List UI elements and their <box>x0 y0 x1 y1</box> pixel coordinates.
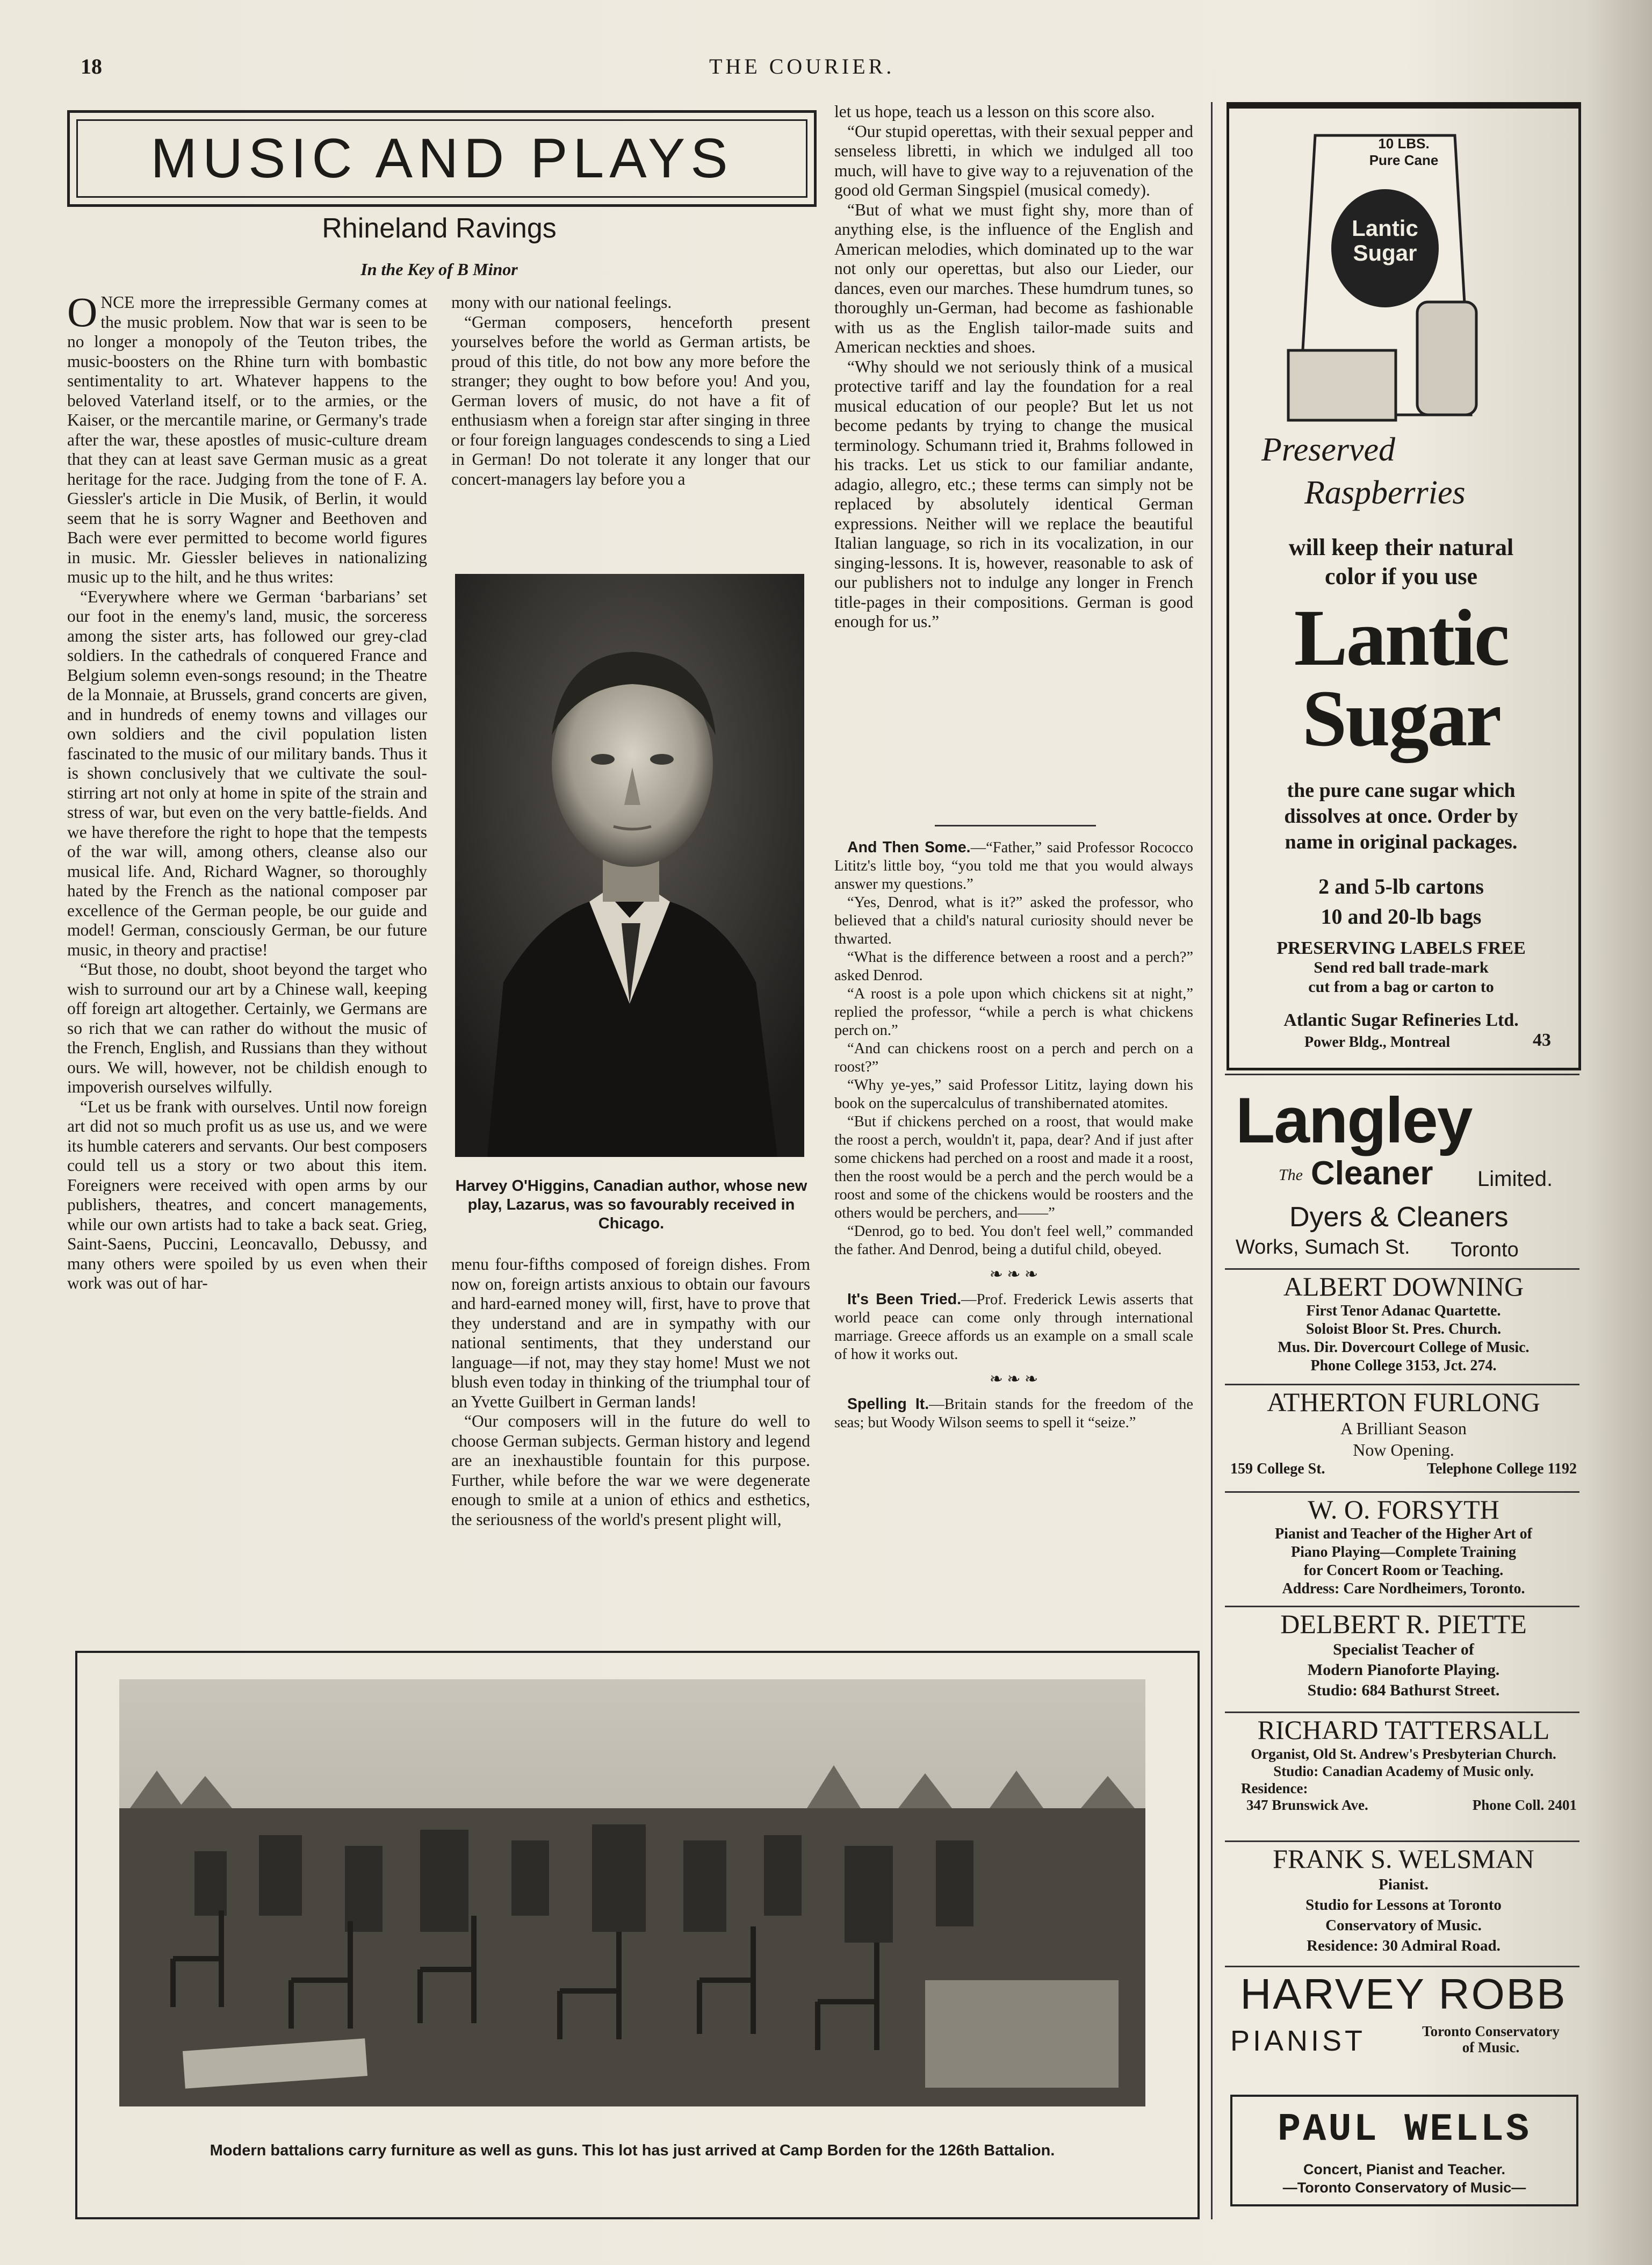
article-paragraph: “Our composers will in the future do well to choose German subjects. German history and legend are an inexhaustible fountain for this purpose. Further, while before the war we were degenerate enough to smile at a union of ethics and esthetics, the seriousness of the world's present plight will, <box>451 1412 810 1529</box>
card-wo-forsyth <box>1225 1494 1582 1598</box>
ad-labels: cut from a bag or carton to <box>1308 978 1494 996</box>
card-line: Piano Playing—Complete Training <box>1291 1544 1516 1561</box>
bag-brand: Sugar <box>1353 240 1417 265</box>
column-separator <box>935 825 1096 826</box>
article-paragraph: “Why should we not seriously think of a musical protective tariff and lay the foundation for a real musical education of our people? But let us not become pedants by trying to change the musical terminology. Schumann tried it, Brahms followed in his tracks. Let us stick to our familiar andante, adagio, allegro, etc.; these terms can simply not be replaced by absolutely identical German expressions. Neither will we replace the beautiful Italian language, so rich in its vocalization, in our singing-lessons. It is, however, reasonable to ask of our publishers not to indulge any longer in French title-pages in their compositions. German is good enough for us.” <box>834 357 1193 631</box>
card-divider <box>1225 1606 1579 1607</box>
article-paragraph: “Our stupid operettas, with their sexual pepper and senseless libretti, in which we indulged all too much, will have to give way to a rejuvenation of the good old German Singspiel (musical comedy). <box>834 121 1193 199</box>
filler-text: “Denrod, go to bed. You don't feel well,” commanded the father. And Denrod, being a dutiful child, obeyed. <box>834 1223 1193 1258</box>
ad-divider <box>1225 1074 1579 1075</box>
card-line: Phone College 3153, Jct. 274. <box>1310 1357 1497 1374</box>
card-name: RICHARD TATTERSALL <box>1257 1715 1550 1745</box>
card-line: A Brilliant Season <box>1340 1419 1467 1438</box>
ad-line: color if you use <box>1325 563 1477 589</box>
ad-body: dissolves at once. Order by <box>1284 805 1518 828</box>
brand-name: Sugar <box>1302 674 1500 763</box>
filler-text: “And can chickens roost on a perch and perch on a roost?” <box>834 1040 1193 1075</box>
card-line: Studio: Canadian Academy of Music only. <box>1273 1763 1534 1779</box>
portrait-illustration <box>455 574 804 1157</box>
ad-sizes: 10 and 20-lb bags <box>1321 904 1482 929</box>
card-name: PAUL WELLS <box>1277 2108 1532 2152</box>
card-divider <box>1225 1840 1579 1842</box>
card-line: for Concert Room or Teaching. <box>1303 1562 1504 1579</box>
ad-sizes: 2 and 5-lb cartons <box>1318 874 1484 898</box>
card-line: Address: Care Nordheimers, Toronto. <box>1282 1580 1525 1597</box>
card-line: Conservatory of Music. <box>1325 1917 1482 1934</box>
ad-company: Atlantic Sugar Refineries Ltd. <box>1283 1010 1519 1030</box>
filler-heading: Spelling It. <box>847 1396 929 1413</box>
filler-text: —“Father,” said Professor Rococco Lititz's little boy, “you told me that you would always answer my questions.” <box>834 839 1193 893</box>
card-delbert-piette <box>1225 1608 1582 1701</box>
card-title: PIANIST <box>1230 2025 1366 2057</box>
bag-brand: Lantic <box>1352 215 1418 241</box>
card-divider <box>1225 1268 1579 1270</box>
publication-title: THE COURIER. <box>709 54 895 78</box>
card-name: ATHERTON FURLONG <box>1267 1387 1540 1417</box>
filler-heading: And Then Some. <box>847 839 971 856</box>
ad-labels: Send red ball trade-mark <box>1314 959 1489 976</box>
ad-labels: PRESERVING LABELS FREE <box>1276 938 1526 958</box>
article-paragraph: “German composers, henceforth present yourselves before the world as German artists, be proud of this title, do not bow any more before the stranger; they ought to bow before you! And you, German lovers of music, do not have a fit of enthusiasm when a foreign star after singing in three or four foreign languages condescends to sing a Lied in German! Do not tolerate it any longer that our concert-managers lay before you a <box>451 312 810 488</box>
card-address: 347 Brunswick Ave. <box>1246 1797 1368 1813</box>
article-column-3 <box>834 102 1193 806</box>
card-divider <box>1225 1384 1579 1385</box>
card-line: Mus. Dir. Dovercourt College of Music. <box>1278 1339 1530 1356</box>
portrait-photo <box>455 574 804 1157</box>
ornament: ❧ ❧ ❧ <box>989 1370 1038 1388</box>
card-address: 159 College St. <box>1230 1461 1325 1477</box>
lantic-sugar-ad <box>1227 102 1581 1070</box>
langley-cleaner: Cleaner <box>1311 1155 1433 1192</box>
article-paragraph: mony with our national feelings. <box>451 293 672 312</box>
article-title: Rhineland Ravings <box>322 213 557 244</box>
ad-address: Power Bldg., Montreal <box>1304 1034 1451 1051</box>
page-number: 18 <box>81 54 102 78</box>
card-name: ALBERT DOWNING <box>1283 1271 1524 1302</box>
section-title-box <box>67 110 817 207</box>
article-paragraph: “Everywhere where we German ‘barbarians’ set our foot in the enemy's land, music, the sorceress among the sister arts, has followed our grey-clad soldiers. In the cathedrals of conquered France and Belgium solemn even-songs resound; in the Theatre de la Monnaie, at Brussels, grand concerts are given, and in hundreds of enemy towns and villages our own soldiers and the civil population listen fascinated to the music of our military bands. Thus it is shown conclusively that we cultivate the soul-stirring art not only at home in spite of the strain and stress of war, but even on the very battle-fields. And we have therefore the right to hope that the tempests of the war will, among others, cleanse also our musical life. And, Richard Wagner, so thoroughly hated by the French as the national composer par excellence of the German people, be our guide and model! German, consciously German, be our future music, in theory and practise! <box>67 587 427 959</box>
fillers-column <box>834 838 1193 1639</box>
langley-city: Toronto <box>1451 1239 1519 1261</box>
card-line: Specialist Teacher of <box>1333 1641 1474 1658</box>
filler-text: —Prof. Frederick Lewis asserts that world peace can come only through international marriage. Greece affords us an example on a small scale of how it works out. <box>834 1291 1193 1363</box>
card-name: W. O. FORSYTH <box>1308 1494 1499 1525</box>
ornament: ❧ ❧ ❧ <box>989 1265 1038 1283</box>
card-line: Residence: 30 Admiral Road. <box>1307 1937 1500 1954</box>
langley-works: Works, Sumach St. <box>1236 1236 1410 1259</box>
furniture-photo-illustration <box>119 1679 1145 2106</box>
ad-number: 43 <box>1533 1030 1551 1050</box>
card-atherton-furlong <box>1225 1386 1582 1478</box>
langley-limited: Limited. <box>1477 1167 1553 1191</box>
card-frank-welsman <box>1225 1843 1582 1956</box>
section-title: MUSIC AND PLAYS <box>76 119 807 198</box>
card-line: Pianist. <box>1379 1876 1429 1893</box>
card-name: FRANK S. WELSMAN <box>1273 1844 1534 1874</box>
card-line: Residence: <box>1241 1780 1308 1796</box>
ad-body: name in original packages. <box>1285 831 1518 853</box>
card-line: Soloist Bloor St. Pres. Church. <box>1305 1321 1502 1338</box>
card-line: First Tenor Adanac Quartette. <box>1306 1303 1501 1319</box>
filler-text: “Yes, Denrod, what is it?” asked the professor, who believed that a child's natural curiosity should never be thwarted. <box>834 894 1193 947</box>
article-paragraph: “But of what we must fight shy, more than of anything else, is the influence of the English and American melodies, which dominated up to the war not only our operettas, but also our Lieder, our dances, even our marches. These humdrum tunes, so thoroughly un-German, had become as fashionable with us as the English tailor-made suits and American neckties and shoes. <box>834 200 1193 356</box>
article-column-2-bottom <box>451 1255 810 1631</box>
langley-dyers: Dyers & Cleaners <box>1289 1202 1509 1233</box>
card-line: Modern Pianoforte Playing. <box>1307 1661 1500 1679</box>
article-paragraph: let us hope, teach us a lesson on this score also. <box>834 102 1155 121</box>
filler-text: “What is the difference between a roost and a perch?” asked Denrod. <box>834 949 1193 984</box>
card-albert-downing <box>1225 1271 1582 1375</box>
article-paragraph: “But those, no doubt, shoot beyond the target who wish to surround our art by a Chinese wall, keeping off foreign art altogether. Certainly, we Germans are so rich that we can rather do without the music of the French, English, and Russians than they without ours. We will, however, not be childish enough to impoverish ourselves wilfully. <box>67 960 427 1096</box>
article-column-2-top <box>451 293 810 551</box>
card-line: Concert, Pianist and Teacher. <box>1303 2161 1506 2177</box>
camp-borden-photo <box>119 1679 1145 2106</box>
langley-name: Langley <box>1236 1084 1472 1156</box>
card-name: DELBERT R. PIETTE <box>1280 1609 1527 1639</box>
ad-line: will keep their natural <box>1288 534 1514 560</box>
card-place: Toronto Conservatory <box>1422 2023 1560 2039</box>
article-paragraph: NCE more the irrepressible Germany comes at the music problem. Now that war is seen to be no longer a monopoly of the Teuton tribes, the music-boosters on the Rhine turn with bombastic sentimentality to art. Whatever happens to the beloved Vaterland itself, or to the armies, or the Kaiser, or the mercantile marine, or Germany's trade after the war, these apostles of music-culture dream that they can at least save German music as a great heritage for the race. Judging from the tone of F. A. Giessler's article in Die Musik, of Berlin, it would seem that he is sorry Wagner and Beethoven and Bach were ever permitted to become world figures in music. Mr. Giessler believes in nationalizing music up to the hilt, and he thus writes: <box>67 293 427 586</box>
langley-the: The <box>1279 1166 1303 1184</box>
filler-text: —Britain stands for the freedom of the seas; but Woody Wilson seems to spell it “seize.” <box>834 1396 1193 1431</box>
card-harvey-robb <box>1225 1969 1582 2057</box>
card-phone: Telephone College 1192 <box>1427 1461 1577 1477</box>
article-paragraph: “Let us be frank with ourselves. Until now foreign art did not so much profit us as use us, and we were its humble caterers and servants. Our best composers could tell us a story or two about this item. Foreigners were received with open arms by our publishers, theatres, and concert managements, while our own artists had to take a back seat. Grieg, Saint-Saens, Puccini, Leoncavallo, Debussy, and many others were spoiled by us even when their work was out of har- <box>67 1097 427 1292</box>
card-paul-wells <box>1230 2095 1578 2206</box>
filler-text: “A roost is a pole upon which chickens sit at night,” replied the professor, “while a perch is what chickens perch on.” <box>834 986 1193 1039</box>
langley-cleaner-ad <box>1225 1085 1582 1263</box>
card-line: Studio: 684 Bathurst Street. <box>1307 1681 1500 1699</box>
filler-text: “Why ye-yes,” said Professor Lititz, laying down his book on the supercalculus of transhibernated atomites. <box>834 1077 1193 1112</box>
bag-weight: 10 LBS. <box>1378 135 1430 152</box>
card-line: —Toronto Conservatory of Music— <box>1282 2180 1526 2196</box>
card-line: Organist, Old St. Andrew's Presbyterian Church. <box>1251 1746 1556 1762</box>
column-rule <box>1211 102 1213 2219</box>
card-phone: Phone Coll. 2401 <box>1472 1797 1577 1813</box>
ad-body: the pure cane sugar which <box>1287 779 1516 802</box>
ad-headline: Preserved <box>1261 432 1396 468</box>
card-line: Now Opening. <box>1353 1440 1454 1459</box>
sugar-bag-illustration <box>1283 125 1487 426</box>
bag-type: Pure Cane <box>1369 152 1439 168</box>
portrait-caption: Harvey O'Higgins, Canadian author, whose new play, Lazarus, was so favourably received in Chicago. <box>455 1177 807 1232</box>
ad-headline: Raspberries <box>1304 474 1466 511</box>
card-divider <box>1225 1491 1579 1493</box>
card-divider <box>1225 1712 1579 1713</box>
card-divider <box>1225 1966 1579 1967</box>
drop-cap: O <box>67 293 98 335</box>
card-place: of Music. <box>1462 2039 1520 2055</box>
article-subtitle: In the Key of B Minor <box>360 260 518 279</box>
card-line: Pianist and Teacher of the Higher Art of <box>1275 1526 1532 1542</box>
brand-name: Lantic <box>1294 593 1509 682</box>
bottom-photo-caption: Modern battalions carry furniture as well as guns. This lot has just arrived at Camp Borden for the 126th Battalion. <box>210 2142 1055 2159</box>
card-line: Studio for Lessons at Toronto <box>1305 1896 1502 1914</box>
article-paragraph: menu four-fifths composed of foreign dishes. From now on, foreign artists anxious to obtain our favours and hard-earned money will, first, have to prove that they understand and are in sympathy with our national sentiments, that they understand our language—if not, may they stay home! Must we not blush even today in thinking of the triumphal tour of an Yvette Guilbert in German lands! <box>451 1255 810 1411</box>
card-richard-tattersall <box>1225 1714 1582 1814</box>
article-column-1 <box>67 293 427 1631</box>
filler-text: “But if chickens perched on a roost, that would make the roost a perch, wouldn't it, papa, dear? And if just after some chickens had perched on a roost and made it a roost, then the roost would be a perch and the perch would be a roost and some of the chickens would be roosters and the others would be perchers, and——” <box>834 1113 1193 1221</box>
filler-heading: It's Been Tried. <box>847 1291 962 1308</box>
card-name: HARVEY ROBB <box>1240 1970 1567 2018</box>
